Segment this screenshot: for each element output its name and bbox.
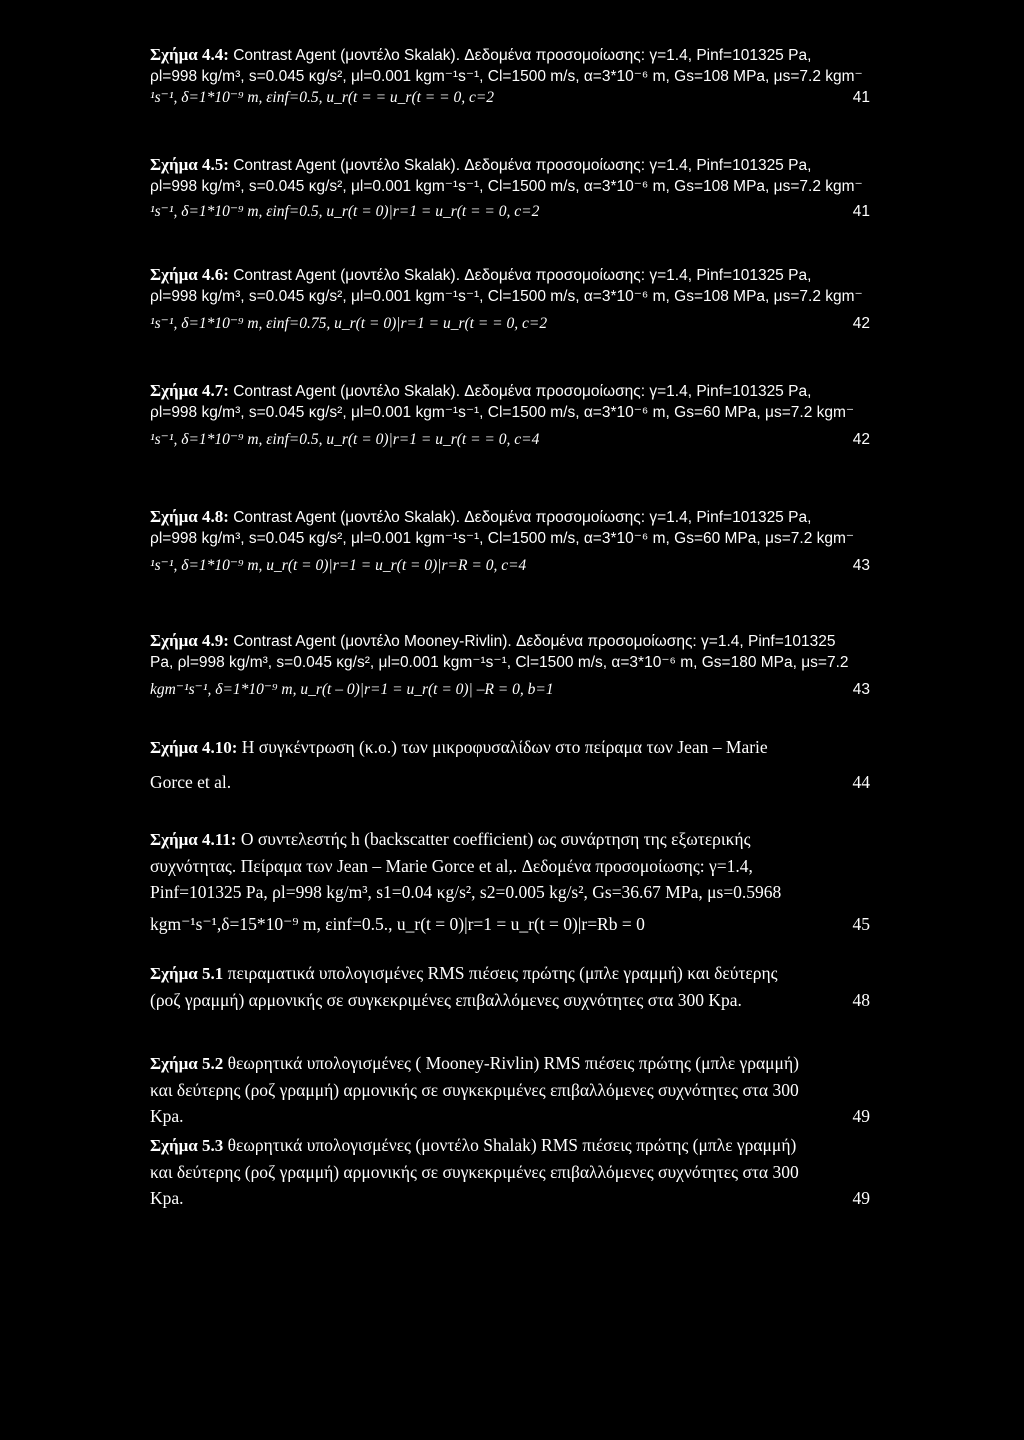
- figure-entry-5-1: [150, 960, 870, 1013]
- caption-line-1: Η συγκέντρωση (κ.ο.) των μικροφυσαλίδων στο πείραμα των Jean – Marie: [237, 737, 768, 757]
- page-number[interactable]: 48: [852, 990, 870, 1010]
- caption-line-2: (ροζ γραμμή) αρμονικής σε συγκεκριμένες επιβαλλόμενες συχνότητες στα 300 Kpa.: [150, 990, 742, 1010]
- figure-label: Σχήμα 4.6:: [150, 265, 229, 284]
- caption-line-2: Pa, ρl=998 kg/m³, s=0.045 κg/s², μl=0.001 kgm⁻¹s⁻¹, Cl=1500 m/s, α=3*10⁻⁶ m, Gs=180 MPa, μs=7.2: [150, 654, 849, 671]
- caption-line-2: ρl=998 kg/m³, s=0.045 κg/s², μl=0.001 kgm⁻¹s⁻¹, Cl=1500 m/s, α=3*10⁻⁶ m, Gs=108 MPa, μs=7.2 kgm⁻: [150, 288, 863, 305]
- caption-line-1: Contrast Agent (μοντέλο Skalak). Δεδομένα προσομοίωσης: γ=1.4, Pinf=101325 Pa,: [228, 383, 812, 400]
- caption-line-2: και δεύτερης (ροζ γραμμή) αρμονικής σε συγκεκριμένες επιβαλλόμενες συχνότητες στα 300: [150, 1162, 799, 1182]
- page-number[interactable]: 41: [852, 203, 870, 220]
- figure-entry-4-4: [150, 44, 870, 108]
- caption-line-4: kgm⁻¹s⁻¹,δ=15*10⁻⁹ m, εinf=0.5., u_r(t = 0)|r=1 = u_r(t = 0)|r=Rb = 0: [150, 914, 645, 934]
- caption-line-3: Kpa.: [150, 1106, 184, 1126]
- figure-entry-4-5: [150, 154, 870, 222]
- caption-line-3: ¹s⁻¹, δ=1*10⁻⁹ m, εinf=0.75, u_r(t = 0)|r=1 = u_r(t = = 0, c=2: [150, 315, 548, 332]
- figure-label: Σχήμα 4.8:: [150, 507, 229, 526]
- caption-line-1: πειραματικά υπολογισμένες RMS πιέσεις πρώτης (μπλε γραμμή) και δεύτερης: [223, 963, 778, 983]
- caption-line-2: και δεύτερης (ροζ γραμμή) αρμονικής σε συγκεκριμένες επιβαλλόμενες συχνότητες στα 300: [150, 1080, 799, 1100]
- page-number[interactable]: 49: [852, 1188, 870, 1208]
- page-number[interactable]: 44: [852, 772, 870, 792]
- caption-line-3: ¹s⁻¹, δ=1*10⁻⁹ m, εinf=0.5, u_r(t = 0)|r=1 = u_r(t = = 0, c=4: [150, 431, 540, 448]
- figure-label: Σχήμα 4.4:: [150, 45, 229, 64]
- page-number[interactable]: 42: [852, 315, 870, 332]
- caption-line-1: θεωρητικά υπολογισμένες ( Mooney-Rivlin) RMS πιέσεις πρώτης (μπλε γραμμή): [223, 1053, 799, 1073]
- caption-line-1: Ο συντελεστής h (backscatter coefficient) ως συνάρτηση της εξωτερικής: [236, 829, 751, 849]
- caption-line-1: Contrast Agent (μοντέλο Mooney-Rivlin). Δεδομένα προσομοίωσης: γ=1.4, Pinf=101325: [228, 633, 836, 650]
- caption-line-2: ρl=998 kg/m³, s=0.045 κg/s², μl=0.001 kgm⁻¹s⁻¹, Cl=1500 m/s, α=3*10⁻⁶ m, Gs=60 MPa, μs=7.2 kgm⁻: [150, 530, 855, 547]
- caption-line-2: Gorce et al.: [150, 772, 232, 792]
- caption-line-1: Contrast Agent (μοντέλο Skalak). Δεδομένα προσομοίωσης: γ=1.4, Pinf=101325 Pa,: [228, 47, 812, 64]
- figure-label: Σχήμα 4.9:: [150, 631, 229, 650]
- caption-line-3: kgm⁻¹s⁻¹, δ=1*10⁻⁹ m, u_r(t – 0)|r=1 = u_r(t = 0)| –R = 0, b=1: [150, 681, 554, 698]
- figure-label: Σχήμα 5.3: [150, 1136, 224, 1155]
- caption-line-2: ρl=998 kg/m³, s=0.045 κg/s², μl=0.001 kgm⁻¹s⁻¹, Cl=1500 m/s, α=3*10⁻⁶ m, Gs=108 MPa, μs=7.2 kgm⁻: [150, 178, 863, 195]
- figure-label: Σχήμα 4.11:: [150, 830, 237, 849]
- caption-line-3: Pinf=101325 Pa, ρl=998 kg/m³, s1=0.04 κg/s², s2=0.005 kg/s², Gs=36.67 MPa, μs=0.5968: [150, 882, 782, 902]
- figure-entry-5-2: [150, 1050, 870, 1129]
- caption-line-3: Kpa.: [150, 1188, 184, 1208]
- caption-line-1: Contrast Agent (μοντέλο Skalak). Δεδομένα προσομοίωσης: γ=1.4, Pinf=101325 Pa,: [228, 157, 812, 174]
- caption-line-1: Contrast Agent (μοντέλο Skalak). Δεδομένα προσομοίωσης: γ=1.4, Pinf=101325 Pa,: [228, 509, 812, 526]
- figure-entry-4-9: [150, 630, 870, 700]
- figure-label: Σχήμα 4.7:: [150, 381, 229, 400]
- figure-label: Σχήμα 5.2: [150, 1054, 224, 1073]
- figure-label: Σχήμα 5.1: [150, 964, 224, 983]
- caption-line-2: συχνότητας. Πείραμα των Jean – Marie Gorce et al,. Δεδομένα προσομοίωσης: γ=1.4,: [150, 856, 753, 876]
- caption-line-1: Contrast Agent (μοντέλο Skalak). Δεδομένα προσομοίωσης: γ=1.4, Pinf=101325 Pa,: [228, 267, 812, 284]
- figure-label: Σχήμα 4.5:: [150, 155, 229, 174]
- figure-entry-4-7: [150, 380, 870, 450]
- caption-line-3: ¹s⁻¹, δ=1*10⁻⁹ m, εinf=0.5, u_r(t = = u_r(t = = 0, c=2: [150, 89, 495, 106]
- page-number[interactable]: 43: [852, 681, 870, 698]
- figure-entry-4-6: [150, 264, 870, 334]
- caption-line-1: θεωρητικά υπολογισμένες (μοντέλο Shalak) RMS πιέσεις πρώτης (μπλε γραμμή): [223, 1135, 797, 1155]
- figure-entry-5-3: [150, 1132, 870, 1211]
- figure-entry-4-11: [150, 826, 870, 937]
- page-number[interactable]: 45: [852, 914, 870, 934]
- caption-line-3: ¹s⁻¹, δ=1*10⁻⁹ m, εinf=0.5, u_r(t = 0)|r=1 = u_r(t = = 0, c=2: [150, 203, 540, 220]
- page-number[interactable]: 49: [852, 1106, 870, 1126]
- figure-label: Σχήμα 4.10:: [150, 738, 238, 757]
- figure-entry-4-10: [150, 734, 870, 795]
- page-number[interactable]: 41: [852, 89, 870, 106]
- page-number[interactable]: 43: [852, 557, 870, 574]
- caption-line-3: ¹s⁻¹, δ=1*10⁻⁹ m, u_r(t = 0)|r=1 = u_r(t = 0)|r=R = 0, c=4: [150, 557, 527, 574]
- caption-line-2: ρl=998 kg/m³, s=0.045 κg/s², μl=0.001 kgm⁻¹s⁻¹, Cl=1500 m/s, α=3*10⁻⁶ m, Gs=108 MPa, μs=7.2 kgm⁻: [150, 68, 863, 85]
- caption-line-2: ρl=998 kg/m³, s=0.045 κg/s², μl=0.001 kgm⁻¹s⁻¹, Cl=1500 m/s, α=3*10⁻⁶ m, Gs=60 MPa, μs=7.2 kgm⁻: [150, 404, 855, 421]
- figure-entry-4-8: [150, 506, 870, 576]
- page-number[interactable]: 42: [852, 431, 870, 448]
